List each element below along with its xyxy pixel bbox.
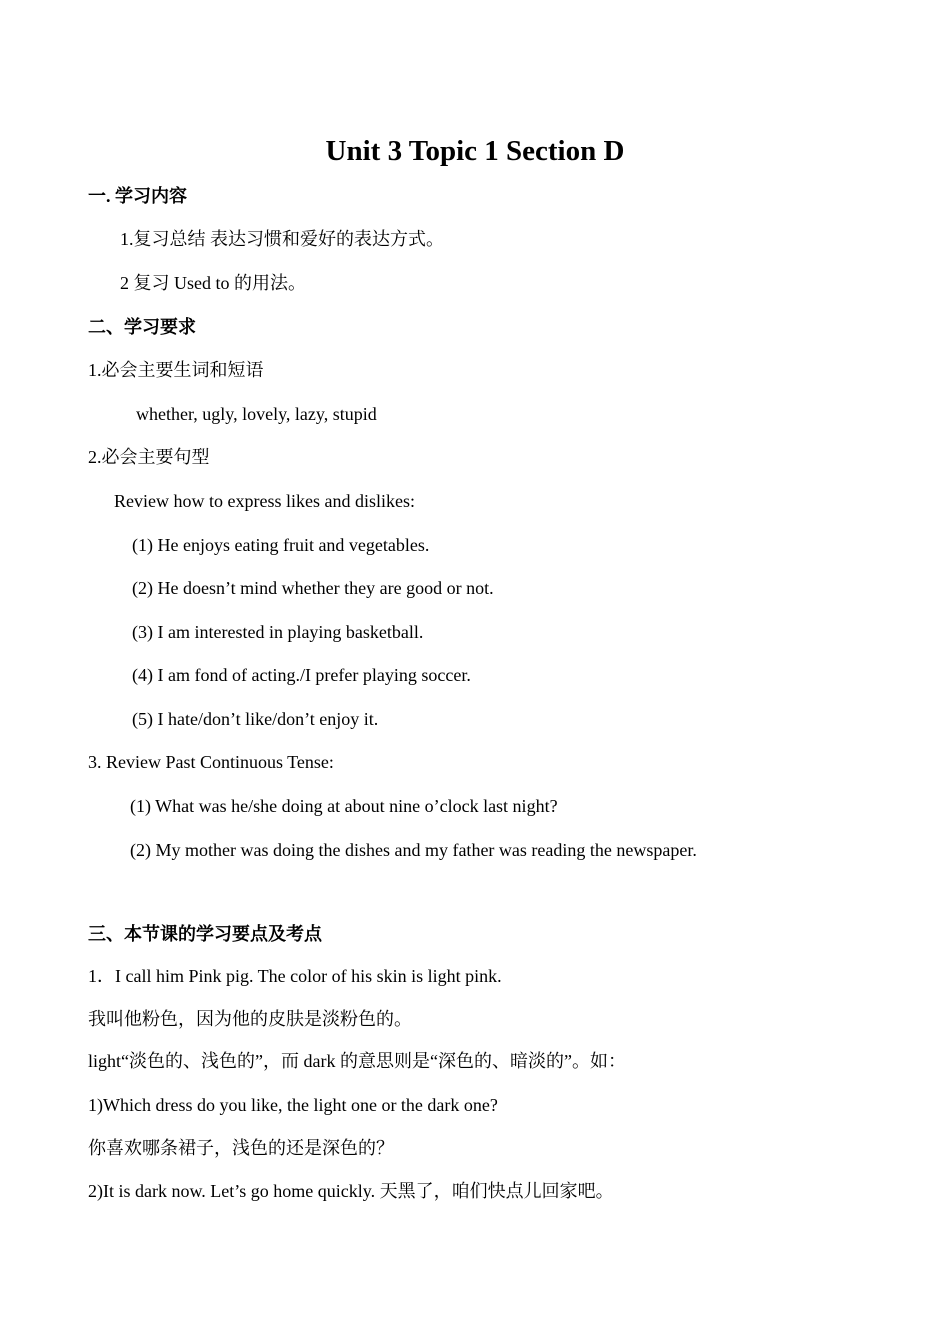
- section2-heading: 二、学习要求: [88, 317, 196, 337]
- example1-sentence: 1)Which dress do you like, the light one or the dark one?: [88, 1095, 498, 1115]
- example1-translation: 你喜欢哪条裙子，浅色的还是深色的？: [88, 1138, 394, 1158]
- light-explanation: light“淡色的、浅色的”，而 dark 的意思则是“深色的、暗淡的”。如：: [88, 1051, 626, 1071]
- point1-sentence: 1．I call him Pink pig. The color of his skin is light pink.: [88, 966, 502, 986]
- patterns-label: 2.必会主要句型: [88, 447, 210, 467]
- review-likes-label: Review how to express likes and dislikes:: [114, 491, 415, 511]
- likes-example-1: (1) He enjoys eating fruit and vegetables.: [132, 535, 430, 555]
- vocab-label: 1.必会主要生词和短语: [88, 360, 264, 380]
- tense-example-2: (2) My mother was doing the dishes and my father was reading the newspaper.: [130, 840, 697, 860]
- section1-item-1: 1.复习总结 表达习惯和爱好的表达方式。: [120, 229, 444, 249]
- likes-example-2: (2) He doesn’t mind whether they are good or not.: [132, 578, 494, 598]
- vocab-words: whether, ugly, lovely, lazy, stupid: [136, 404, 377, 424]
- likes-example-3: (3) I am interested in playing basketball.: [132, 622, 424, 642]
- section3-heading: 三、本节课的学习要点及考点: [88, 924, 322, 944]
- section1-heading: 一. 学习内容: [88, 186, 187, 206]
- tense-label: 3. Review Past Continuous Tense:: [88, 752, 334, 772]
- example2-sentence: 2)It is dark now. Let’s go home quickly. 天黑了，咱们快点儿回家吧。: [88, 1181, 614, 1201]
- section1-item-2: 2 复习 Used to 的用法。: [120, 273, 306, 293]
- likes-example-5: (5) I hate/don’t like/don’t enjoy it.: [132, 709, 379, 729]
- point1-translation: 我叫他粉色，因为他的皮肤是淡粉色的。: [88, 1009, 412, 1029]
- likes-example-4: (4) I am fond of acting./I prefer playing soccer.: [132, 665, 471, 685]
- document-title: Unit 3 Topic 1 Section D: [325, 135, 625, 167]
- tense-example-1: (1) What was he/she doing at about nine o’clock last night?: [130, 796, 558, 816]
